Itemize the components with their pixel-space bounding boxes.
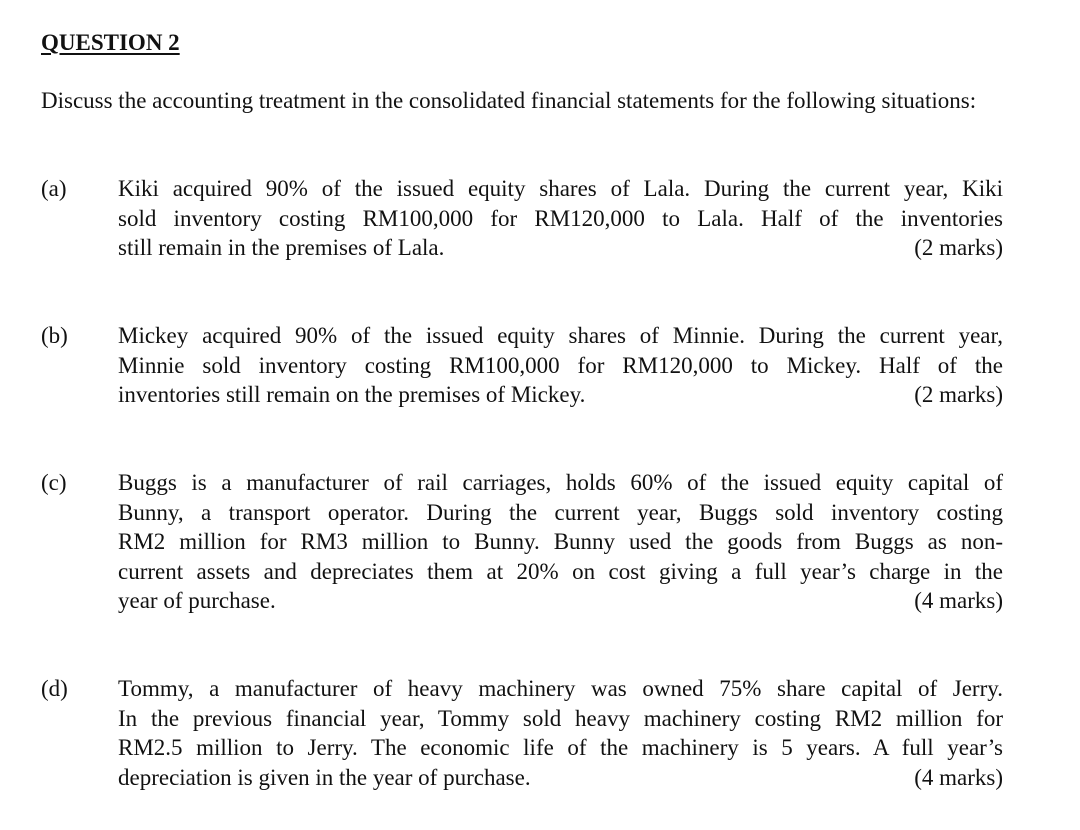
text-line: still remain in the premises of Lala. — [118, 235, 445, 260]
sub-question-text — [118, 674, 1003, 792]
text-line: Mickey acquired 90% of the issued equity shares of Minnie. During the current year, — [118, 323, 1003, 348]
marks-allocation: (4 marks) — [914, 588, 1003, 613]
text-line: Kiki acquired 90% of the issued equity shares of Lala. During the current year, Kiki — [118, 176, 1003, 201]
text-line: Buggs is a manufacturer of rail carriages, holds 60% of the issued equity capital of — [118, 470, 1003, 495]
text-line: inventories still remain on the premises of Mickey. — [118, 382, 586, 407]
text-line: sold inventory costing RM100,000 for RM120,000 to Lala. Half of the inventories — [118, 205, 1003, 231]
text-line: RM2 million for RM3 million to Bunny. Bunny used the goods from Buggs as non- — [118, 529, 1003, 554]
question-intro: Discuss the accounting treatment in the consolidated financial statements for the following situations: — [41, 88, 977, 113]
sub-question-text — [118, 321, 1003, 410]
sub-question-text — [118, 174, 1003, 263]
text-line: Minnie sold inventory costing RM100,000 for RM120,000 to Mickey. Half of the — [118, 352, 1003, 378]
text-line: current assets and depreciates them at 20% on cost giving a full year’s charge in the — [118, 558, 1003, 584]
marks-allocation: (2 marks) — [914, 382, 1003, 407]
text-line: Bunny, a transport operator. During the current year, Buggs sold inventory costing — [118, 499, 1003, 525]
text-line: depreciation is given in the year of purchase. — [118, 764, 531, 790]
marks-allocation: (2 marks) — [914, 235, 1003, 260]
sub-question-label: (a) — [41, 176, 67, 201]
sub-question-label: (c) — [41, 470, 67, 495]
sub-question-label: (b) — [41, 323, 68, 348]
marks-allocation: (4 marks) — [914, 764, 1003, 790]
question-heading: QUESTION 2 — [41, 30, 180, 55]
text-line: RM2.5 million to Jerry. The economic life of the machinery is 5 years. A full year’s — [118, 735, 1003, 760]
text-line: year of purchase. — [118, 588, 276, 613]
sub-question-label: (d) — [41, 676, 68, 701]
sub-question-text — [118, 468, 1003, 616]
text-line: In the previous financial year, Tommy sold heavy machinery costing RM2 million for — [118, 705, 1003, 731]
text-line: Tommy, a manufacturer of heavy machinery was owned 75% share capital of Jerry. — [118, 676, 1003, 701]
